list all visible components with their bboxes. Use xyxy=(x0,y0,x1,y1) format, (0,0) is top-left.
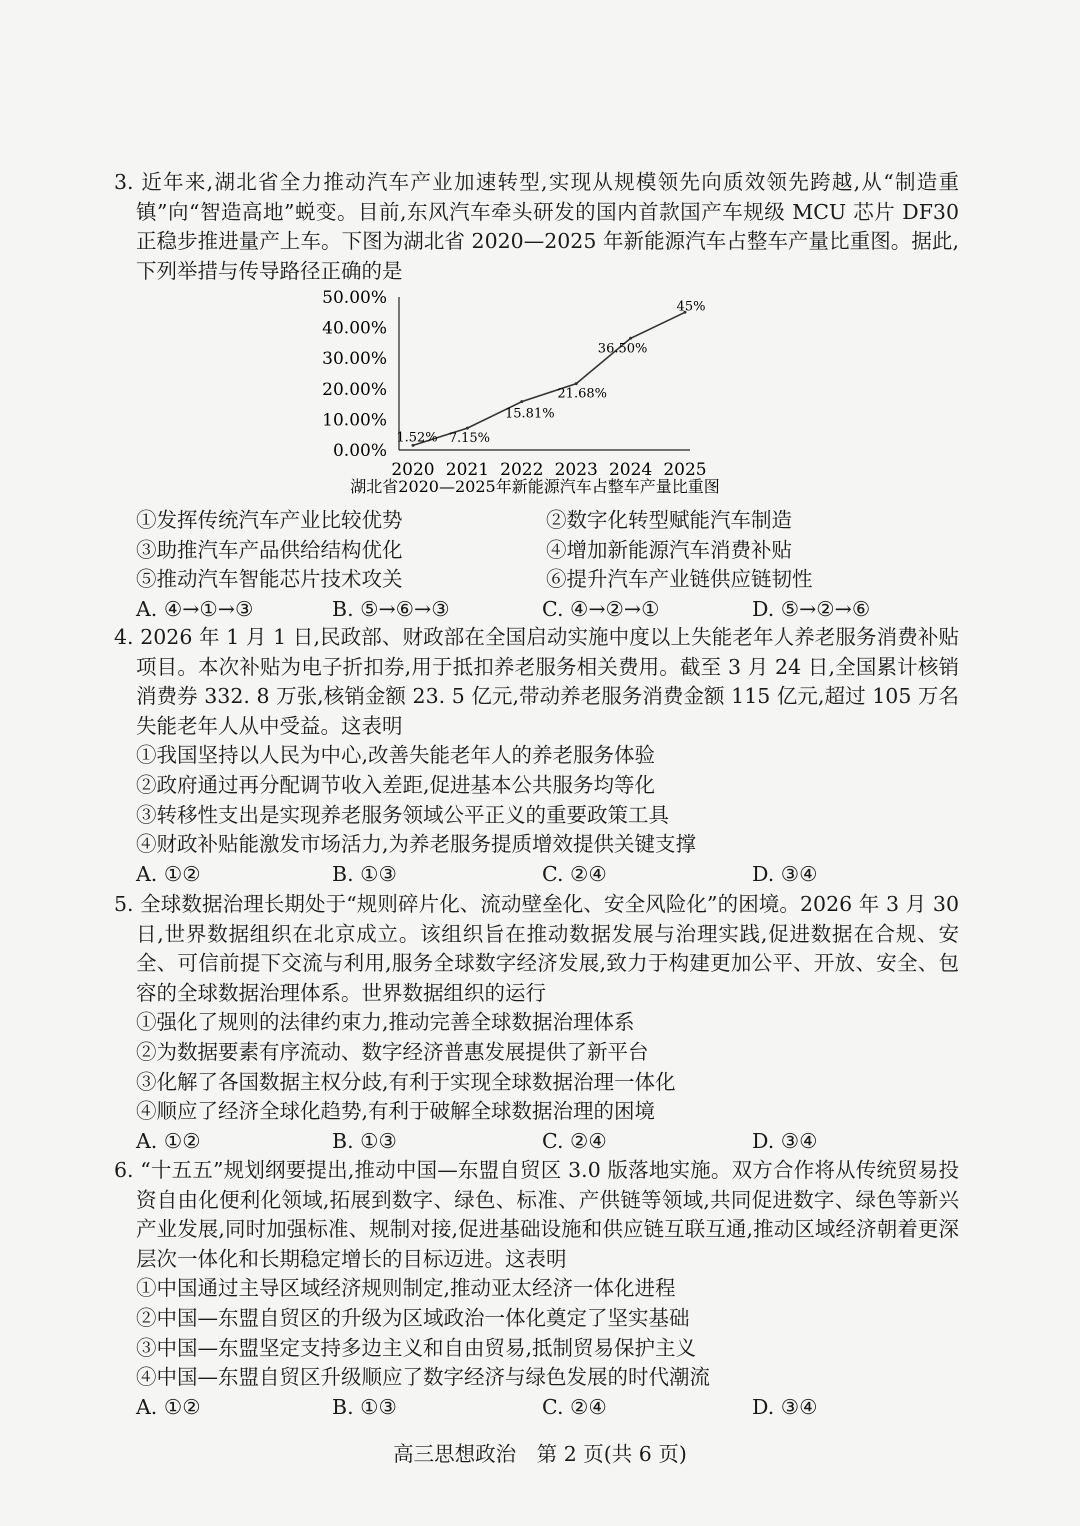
y-tick-label: 30.00% xyxy=(322,349,387,370)
q6-item: ④中国—东盟自贸区升级顺应了数字经济与绿色发展的时代潮流 xyxy=(136,1365,710,1390)
q5-answer-c: C. ②④ xyxy=(542,1128,607,1153)
q3-answer-c: C. ④→②→① xyxy=(542,596,660,621)
series-line xyxy=(413,312,685,445)
y-tick-label: 40.00% xyxy=(322,318,387,339)
q3-item: ①发挥传统汽车产业比较优势 xyxy=(136,508,403,532)
x-tick-label: 2021 xyxy=(445,460,490,480)
question-4-stem: 4. 2026 年 1 月 1 日,民政部、财政部在全国启动实施中度以上失能老年人养老服务消费补贴项目。本次补贴为电子折扣券,用于抵扣养老服务相关费用。截至 3 月 24 日,全国累计核销消费券 332. 8 万张,核销金额 23. 5 亿元,带动养老服务消费金额 115 亿元,超过 105 万名失能老年人从中受益。这表明 xyxy=(114,625,959,738)
data-label: 45% xyxy=(676,299,706,315)
q5-answer-b: B. ①③ xyxy=(332,1128,397,1153)
x-tick-label: 2020 xyxy=(391,460,435,480)
q4-item: ③转移性支出是实现养老服务领域公平正义的重要政策工具 xyxy=(136,802,669,827)
question-4 xyxy=(114,623,959,889)
y-tick-label: 20.00% xyxy=(322,379,387,400)
q4-item: ①我国坚持以人民为中心,改善失能老年人的养老服务体验 xyxy=(136,743,656,768)
question-3-options xyxy=(114,506,959,624)
data-labels xyxy=(396,299,705,446)
q5-item: ①强化了规则的法律约束力,推动完善全球数据治理体系 xyxy=(136,1010,635,1035)
x-tick-label: 2023 xyxy=(554,460,598,480)
q6-item: ①中国通过主导区域经济规则制定,推动亚太经济一体化进程 xyxy=(136,1276,676,1301)
q3-item: ④增加新能源汽车消费补贴 xyxy=(546,537,792,562)
x-tick-label: 2024 xyxy=(608,460,653,480)
y-tick-label: 50.00% xyxy=(322,288,387,308)
y-axis-ticks xyxy=(322,288,387,461)
x-tick-label: 2025 xyxy=(663,460,707,480)
data-point xyxy=(520,400,523,403)
q3-answer-a: A. ④→①→③ xyxy=(136,596,254,621)
question-6 xyxy=(114,1156,959,1422)
data-point xyxy=(466,427,469,430)
q4-answer-b: B. ①③ xyxy=(332,861,397,886)
q5-answer-a: A. ①② xyxy=(136,1128,201,1153)
q4-answer-a: A. ①② xyxy=(136,861,201,886)
question-5 xyxy=(114,890,959,1156)
page-footer: 高三思想政治 第 2 页(共 6 页) xyxy=(393,1442,687,1466)
q4-item: ④财政补贴能激发市场活力,为养老服务提质增效提供关键支撑 xyxy=(136,832,697,857)
y-tick-label: 0.00% xyxy=(332,441,387,461)
q5-item: ②为数据要素有序流动、数字经济普惠发展提供了新平台 xyxy=(136,1039,649,1064)
q6-answer-c: C. ②④ xyxy=(542,1394,607,1419)
q6-answer-d: D. ③④ xyxy=(752,1394,818,1419)
q3-item: ③助推汽车产品供给结构优化 xyxy=(136,537,403,562)
data-point xyxy=(575,382,578,385)
q6-item: ②中国—东盟自贸区的升级为区域政治一体化奠定了坚实基础 xyxy=(136,1305,690,1330)
question-5-stem: 5. 全球数据治理长期处于“规则碎片化、流动壁垒化、安全风险化”的困境。2026 年 3 月 30 日,世界数据组织在北京成立。该组织旨在推动数据发展与治理实践,促进数据在合规、安全、可信前提下交流与利用,服务全球数字经济发展,致力于构建更加公平、开放、安全、包容的全球数据治理体系。世界数据组织的运行 xyxy=(114,892,959,1005)
q4-answer-c: C. ②④ xyxy=(542,861,607,886)
q3-item: ⑥提升汽车产业链供应链韧性 xyxy=(546,567,813,592)
q6-item: ③中国—东盟坚定支持多边主义和自由贸易,抵制贸易保护主义 xyxy=(136,1335,697,1360)
q5-answer-d: D. ③④ xyxy=(752,1128,818,1153)
data-label: 21.68% xyxy=(557,386,607,402)
q4-item: ②政府通过再分配调节收入差距,促进基本公共服务均等化 xyxy=(136,772,656,797)
chart-title: 湖北省2020—2025年新能源汽车占整车产量比重图 xyxy=(350,477,720,496)
question-6-stem: 6. “十五五”规划纲要提出,推动中国—东盟自贸区 3.0 版落地实施。双方合作将从传统贸易投资自由化便利化领域,拓展到数字、绿色、标准、产供链等领域,共同促进数字、绿色等新兴产业发展,同时加强标准、规制对接,促进基础设施和供应链互联互通,推动区域经济朝着更深层次一体化和长期稳定增长的目标迈进。这表明 xyxy=(114,1158,959,1271)
q6-answer-b: B. ①③ xyxy=(332,1394,397,1419)
data-label: 7.15% xyxy=(448,431,491,447)
q5-item: ④顺应了经济全球化趋势,有利于破解全球数据治理的困境 xyxy=(136,1099,656,1124)
q3-answer-d: D. ⑤→②→⑥ xyxy=(752,596,871,621)
data-label: 1.52% xyxy=(396,430,438,446)
x-tick-label: 2022 xyxy=(500,460,544,480)
q5-item: ③化解了各国数据主权分歧,有利于实现全球数据治理一体化 xyxy=(136,1069,676,1094)
q3-item: ⑤推动汽车智能芯片技术攻关 xyxy=(136,567,403,592)
question-3 xyxy=(114,168,959,286)
data-point xyxy=(629,337,632,340)
y-tick-label: 10.00% xyxy=(322,410,387,431)
question-3-stem: 3. 近年来,湖北省全力推动汽车产业加速转型,实现从规模领先向质效领先跨越,从“制造重镇”向“智造高地”蜕变。目前,东风汽车牵头研发的国内首款国产车规级 MCU 芯片 DF30 正稳步推进量产上车。下图为湖北省 2020—2025 年新能源汽车占整车产量比重图。据此,下列举措与传导路径正确的是 xyxy=(114,170,959,283)
line-chart xyxy=(315,285,735,500)
q3-answer-b: B. ⑤→⑥→③ xyxy=(332,596,450,621)
data-label: 36.50% xyxy=(597,341,648,357)
q6-answer-a: A. ①② xyxy=(136,1394,201,1419)
data-label: 15.81% xyxy=(505,406,555,422)
q3-item: ②数字化转型赋能汽车制造 xyxy=(546,508,792,532)
q4-answer-d: D. ③④ xyxy=(752,861,818,886)
